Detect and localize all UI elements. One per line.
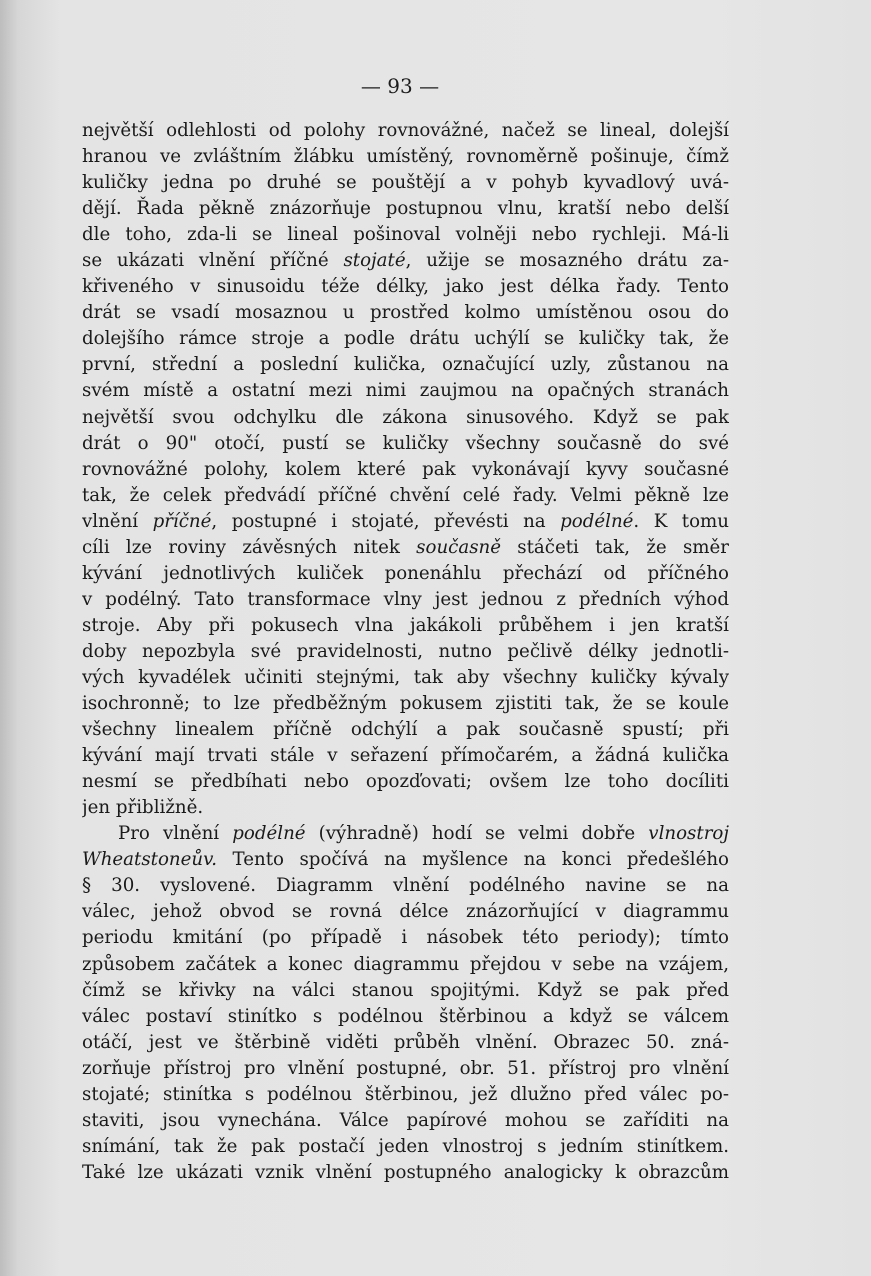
text-line <box>82 1134 729 1160</box>
text-segment: cíli lze roviny závěsných nitek <box>82 536 417 558</box>
text-line <box>82 326 729 352</box>
text-line <box>82 899 729 925</box>
text-segment: dějí. Řada pěkně znázorňuje postupnou vlnu, kratší nebo delší <box>82 198 729 220</box>
text-line <box>82 639 729 665</box>
text-line <box>82 483 729 509</box>
italic-text: podélné <box>232 823 306 845</box>
text-segment: stroje. Aby při pokusech vlna jakákoli průběhem i jen kratší <box>82 614 729 636</box>
text-line <box>82 405 729 431</box>
text-segment: , užije se mosazného drátu za- <box>405 250 729 272</box>
text-segment: se ukázati vlnění příčné <box>82 250 344 272</box>
text-line <box>82 300 729 326</box>
italic-text: současně <box>416 536 502 558</box>
text-segment: , postupné i stojaté, převésti na <box>211 510 561 532</box>
text-line <box>82 352 729 378</box>
text-segment: vlnění <box>82 510 153 532</box>
italic-text: stojaté <box>343 250 406 272</box>
text-segment: drát se vsadí mosaznou u prostřed kolmo umístěnou osou do <box>82 302 729 324</box>
text-segment: vých kyvadélek učiniti stejnými, tak aby všechny kuličky kývaly <box>82 666 729 688</box>
text-line <box>82 378 729 404</box>
text-segment: tak, že celek předvádí příčné chvění celé řady. Velmi pěkně lze <box>82 484 729 506</box>
text-segment: kývání mají trvati stále v seřazení přímočarém, a žádná kulička <box>82 745 729 767</box>
text-segment: první, střední a poslední kulička, označující uzly, zůstanou na <box>82 354 729 376</box>
text-segment: válec, jehož obvod se rovná délce znázorňující v diagrammu <box>82 901 729 923</box>
text-segment: válec postaví stinítko s podélnou štěrbinou a když se válcem <box>82 1005 729 1027</box>
text-line <box>82 665 729 691</box>
text-segment: největší svou odchylku dle zákona sinusového. Když se pak <box>82 406 729 428</box>
text-line <box>82 1108 729 1134</box>
italic-text: podélné <box>560 510 634 532</box>
text-segment: Tento spočívá na myšlence na konci předešlého <box>217 849 729 871</box>
text-segment: . K tomu <box>633 510 729 532</box>
text-segment: isochronně; to lze předběžným pokusem zjistiti tak, že se koule <box>82 693 729 715</box>
text-segment: stojaté; stinítka s podélnou štěrbinou, jež dlužno před válec po- <box>82 1083 729 1105</box>
italic-text: Wheatstoneův. <box>82 849 218 871</box>
italic-text: vlnostroj <box>648 823 729 845</box>
text-segment: jen přibližně. <box>82 797 204 819</box>
text-segment: kývání jednotlivých kuliček ponenáhlu přechází od příčného <box>82 562 729 584</box>
text-segment: svém místě a ostatní mezi nimi zaujmou na opačných stranách <box>82 380 729 402</box>
text-line <box>82 978 729 1004</box>
text-line <box>82 925 729 951</box>
text-segment: čímž se křivky na válci stanou spojitými. Když se pak před <box>82 979 729 1001</box>
text-line <box>82 431 729 457</box>
text-line <box>82 691 729 717</box>
text-line <box>82 509 729 535</box>
text-segment: dle toho, zda-li se lineal pošinoval volněji nebo rychleji. Má-li <box>82 224 729 246</box>
text-line <box>82 847 729 873</box>
text-line <box>82 952 729 978</box>
text-segment: otáčí, jest ve štěrbině viděti průběh vlnění. Obrazec 50. zná- <box>82 1031 729 1053</box>
text-segment: nesmí se předbíhati nebo opozďovati; ovšem lze toho docíliti <box>82 771 729 793</box>
text-line <box>82 248 729 274</box>
text-segment: Také lze ukázati vznik vlnění postupného analogicky k obrazcům <box>82 1161 729 1183</box>
text-line <box>82 457 729 483</box>
text-line <box>82 144 729 170</box>
text-line <box>82 1056 729 1082</box>
italic-text: příčné <box>152 510 212 532</box>
text-line <box>82 743 729 769</box>
text-line <box>82 613 729 639</box>
text-line <box>82 222 729 248</box>
text-segment: všechny linealem příčně odchýlí a pak současně spustí; při <box>82 719 729 741</box>
text-segment: § 30. vyslovené. Diagramm vlnění podélného navine se na <box>82 875 729 897</box>
text-line <box>82 769 729 795</box>
text-segment: dolejšího rámce stroje a podle drátu uchýlí se kuličky tak, že <box>82 328 729 350</box>
text-segment: zorňuje přístroj pro vlnění postupné, obr. 51. přístroj pro vlnění <box>82 1057 729 1079</box>
text-line <box>82 717 729 743</box>
text-segment: stáčeti tak, že směr <box>501 536 729 558</box>
text-line <box>82 118 729 144</box>
text-line <box>82 1160 729 1186</box>
text-segment: drát o 90" otočí, pustí se kuličky všechny současně do své <box>82 432 729 454</box>
text-line <box>82 170 729 196</box>
text-line <box>82 196 729 222</box>
text-segment: Pro vlnění <box>118 823 233 845</box>
text-line <box>82 561 729 587</box>
text-line <box>82 821 729 847</box>
text-segment: křiveného v sinusoidu téže délky, jako jest délka řady. Tento <box>82 276 729 298</box>
text-segment: rovnovážné polohy, kolem které pak vykonávají kyvy současné <box>82 458 729 480</box>
text-segment: periodu kmitání (po případě i násobek této periody); tímto <box>82 927 729 949</box>
text-segment: staviti, jsou vynechána. Válce papírové mohou se zaříditi na <box>82 1109 729 1131</box>
text-segment: snímání, tak že pak postačí jeden vlnostroj s jedním stinítkem. <box>82 1135 729 1157</box>
text-line <box>82 795 729 821</box>
text-segment: (výhradně) hodí se velmi dobře <box>305 823 649 845</box>
text-segment: hranou ve zvláštním žlábku umístěný, rovnoměrně pošinuje, čímž <box>82 146 729 168</box>
text-line <box>82 873 729 899</box>
text-line <box>82 587 729 613</box>
text-line <box>82 274 729 300</box>
text-segment: způsobem začátek a konec diagrammu přejdou v sebe na vzájem, <box>82 953 729 975</box>
text-segment: doby nepozbyla své pravidelnosti, nutno pečlivě délky jednotli- <box>82 640 729 662</box>
text-line <box>82 535 729 561</box>
text-segment: největší odlehlosti od polohy rovnovážné, načež se lineal, dolejší <box>82 120 729 141</box>
text-segment: v podélný. Tato transformace vlny jest jednou z předních výhod <box>82 588 729 610</box>
text-segment: kuličky jedna po druhé se pouštějí a v pohyb kyvadlový uvá- <box>82 172 729 194</box>
body-text <box>82 118 729 1186</box>
text-line <box>82 1004 729 1030</box>
text-line <box>82 1082 729 1108</box>
text-line <box>82 1030 729 1056</box>
page-number: — 93 — <box>360 74 440 98</box>
